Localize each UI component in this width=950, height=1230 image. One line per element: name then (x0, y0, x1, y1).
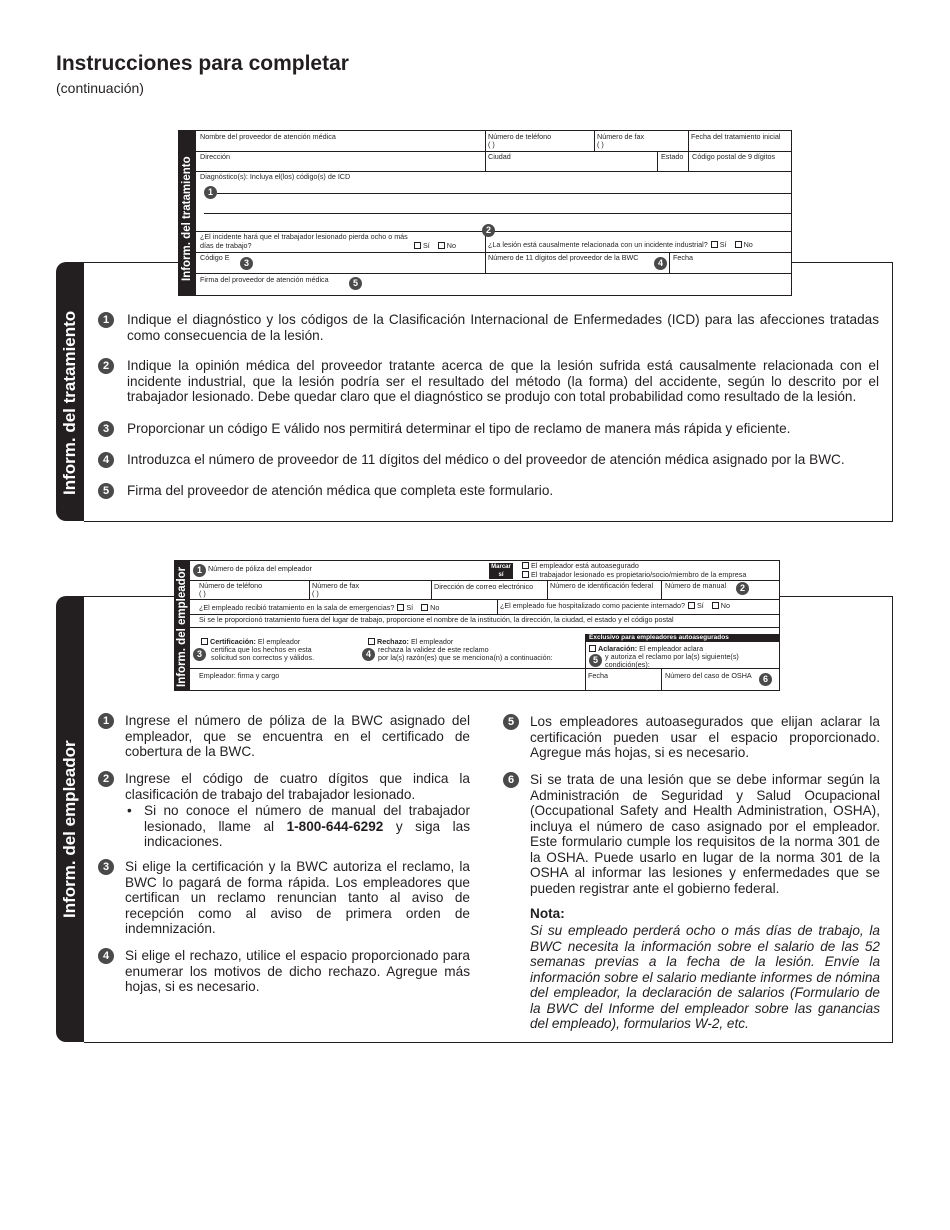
form-badge-4: 4 (654, 257, 667, 270)
treatment-item-1-text: Indique el diagnóstico y los códigos de la Clasificación Internacional de Enfermedades (ICD) para las afecciones tratadas como consecuencia de la lesión. (127, 312, 879, 343)
date-label: Fecha (673, 253, 693, 262)
bullet-dot: • (127, 803, 132, 818)
employer-form-badge-3: 3 (193, 648, 206, 661)
treatment-item-4-number: 4 (98, 452, 114, 468)
employer-item-6-text: Si se trata de una lesión que se debe informar según la Administración de Seguridad y Salud Ocupacional (Occupational Safety and Health Administration, OSHA), incluya el número de caso asignado por el empleador. Este formulario cumple los requisitos de la norma 301 de la OSHA. Puede usarlo en lugar de la norma 301 de la OSHA al informar las lesiones y enfermedades que se pueden registrar ante el gobierno federal. (530, 772, 880, 896)
employer-item-1-text: Ingrese el número de póliza de la BWC asignado del empleador, que se encuentra en el certificado de cobertura de la BWC. (125, 713, 470, 759)
employer-form-badge-6: 6 (759, 673, 772, 686)
marcar-label: Marcar sí (489, 563, 513, 579)
certification-text-2: certifica que los hechos en esta (211, 645, 312, 654)
clarification-option: Aclaración: El empleador aclara (589, 645, 703, 653)
treatment-item-3-number: 3 (98, 421, 114, 437)
employer-item-2-number: 2 (98, 771, 114, 787)
fax-label: Número de fax (597, 132, 645, 141)
employer-item-2-text: Ingrese el código de cuatro dígitos que indica la clasificación de trabajo del trabajador lesionado. (125, 771, 470, 802)
treatment-item-2-number: 2 (98, 358, 114, 374)
page-subtitle: (continuación) (56, 80, 144, 96)
manual-help-text: Si no conoce el número de manual del trabajador lesionado, llame al 1-800-644-6292 y siga las indicaciones. (144, 803, 470, 849)
treatment-form-tab-label: Inform. del tratamiento (181, 156, 193, 281)
policy-label: Número de póliza del empleador (208, 564, 312, 573)
employer-item-5-number: 5 (503, 714, 519, 730)
treatment-item-5-text: Firma del proveedor de atención médica que completa este formulario. (127, 483, 554, 498)
lost-days-question-2: días de trabajo? (200, 241, 252, 250)
treatment-item-2-text: Indique la opinión médica del proveedor tratante acerca de que la lesión sufrida está causalmente relacionada con el incidente industrial, que la lesión podría ser el resultado del método (la forma) del accidente, según lo descrito por el trabajador lesionado. Debe quedar claro que el diagnóstico se produjo con total probabilidad como resultado de la lesión. (127, 358, 879, 404)
owner-option: El trabajador lesionado es propietario/socio/miembro de la empresa (519, 571, 746, 579)
certification-option: Certificación: El empleador (201, 638, 300, 646)
fein-label: Número de identificación federal (550, 581, 654, 590)
clarification-checkbox[interactable] (589, 645, 596, 652)
causal-no-checkbox[interactable] (735, 241, 742, 248)
treatment-section-label: Inform. del tratamiento (60, 310, 79, 495)
employer-item-3-text: Si elige la certificación y la BWC autoriza el reclamo, la BWC lo pagará de forma rápida. Los empleadores que certifican un reclamo renuncian tanto al aviso de recepción como al aviso de primera orden de indemnización. (125, 859, 470, 936)
email-label: Dirección de correo electrónico (434, 582, 534, 591)
fax-paren: ( ) (597, 140, 604, 149)
er-no-checkbox[interactable] (421, 604, 428, 611)
employer-form-badge-5: 5 (589, 654, 602, 667)
rejection-option: Rechazo: El empleador (365, 638, 453, 646)
owner-checkbox[interactable] (522, 571, 529, 578)
employer-item-4-number: 4 (98, 948, 114, 964)
employer-fax-paren: ( ) (312, 589, 319, 598)
treatment-item-1-number: 1 (98, 312, 114, 328)
self-insured-header: Exclusivo para empleadores autoasegurados (585, 634, 779, 642)
employer-phone-paren: ( ) (199, 589, 206, 598)
self-insured-checkbox[interactable] (522, 562, 529, 569)
zip-label: Código postal de 9 dígitos (692, 152, 776, 161)
diagnosis-label: Diagnóstico(s): Incluya el(los) código(s) de ICD (200, 172, 351, 181)
employer-section-label: Inform. del empleador (60, 740, 79, 918)
hosp-yes-checkbox[interactable] (688, 602, 695, 609)
rejection-checkbox[interactable] (368, 638, 375, 645)
employer-date-label: Fecha (588, 671, 608, 680)
employer-item-1-number: 1 (98, 713, 114, 729)
employer-form-badge-2: 2 (736, 582, 749, 595)
nota-text: Si su empleado perderá ocho o más días de trabajo, la BWC necesita la información sobre el salario de las 52 semanas previas a la fecha de la lesión. Envíe la información sobre el salario mediante informes de nómina del empleador, la declaración de salarios (Formulario de la BWC del Informe del empleador sobre las ganancias del empleado), formularios W-2, etc. (530, 923, 880, 1031)
form-badge-5: 5 (349, 277, 362, 290)
city-label: Ciudad (488, 152, 511, 161)
rejection-text-3: por la(s) razón(es) que se menciona(n) a continuación: (378, 653, 553, 662)
rejection-text-2: rechaza la validez de este reclamo (378, 645, 489, 654)
treatment-form (178, 130, 792, 296)
employer-form-badge-4: 4 (362, 648, 375, 661)
no-checkbox[interactable] (438, 242, 445, 249)
lost-days-question: ¿El incidente hará que el trabajador lesionado pierda ocho o más (200, 232, 408, 241)
causal-yes-checkbox[interactable] (711, 241, 718, 248)
employer-signature-label: Empleador: firma y cargo (199, 671, 280, 680)
osha-label: Número del caso de OSHA (665, 671, 752, 680)
phone-paren: ( ) (488, 140, 495, 149)
er-question: ¿El empleado recibió tratamiento en la sala de emergencias? Sí No (199, 603, 440, 612)
employer-form-badge-1: 1 (193, 564, 206, 577)
lost-days-checkboxes: Sí No (411, 242, 456, 250)
employer-form-tab-label: Inform. del empleador (176, 566, 188, 687)
address-label: Dirección (200, 152, 230, 161)
employer-fax-label: Número de fax (312, 581, 360, 590)
help-phone-number[interactable]: 1-800-644-6292 (286, 818, 384, 834)
treatment-item-5-number: 5 (98, 483, 114, 499)
signature-label: Firma del proveedor de atención médica (200, 275, 329, 284)
ecode-label: Código E (200, 253, 230, 262)
employer-phone-label: Número de teléfono (199, 581, 263, 590)
causal-question: ¿La lesión está causalmente relacionada con un incidente industrial? Sí No (488, 240, 753, 249)
employer-form (174, 560, 780, 691)
treatment-item-3-text: Proporcionar un código E válido nos permitirá determinar el tipo de reclamo de manera más rápida y eficiente. (127, 421, 791, 436)
treatment-item-4-text: Introduzca el número de proveedor de 11 dígitos del médico o del proveedor de atención médica asignado por la BWC. (127, 452, 845, 467)
provider-name-label: Nombre del proveedor de atención médica (200, 132, 336, 141)
manual-label: Número de manual (665, 581, 727, 590)
phone-label: Número de teléfono (488, 132, 552, 141)
hosp-no-checkbox[interactable] (712, 602, 719, 609)
clarification-text-3: condición(es): (605, 660, 650, 669)
certification-checkbox[interactable] (201, 638, 208, 645)
self-insured-option: El empleador está autoasegurado (519, 562, 639, 570)
clarification-text-2: y autoriza el reclamo por la(s) siguiente(s) (605, 652, 739, 661)
form-badge-1: 1 (204, 186, 217, 199)
nota-title: Nota: (530, 906, 565, 921)
er-yes-checkbox[interactable] (397, 604, 404, 611)
employer-item-4-text: Si elige el rechazo, utilice el espacio proporcionado para enumerar los motivos de dicho rechazo. Agregue más hojas, si es necesario. (125, 948, 470, 994)
hosp-question: ¿El empleado fue hospitalizado como paciente internado? Sí No (500, 601, 730, 610)
bwc-provider-label: Número de 11 dígitos del proveedor de la BWC (488, 253, 639, 262)
offsite-label: Si se le proporcionó tratamiento fuera del lugar de trabajo, proporcione el nombre de la institución, la dirección, la ciudad, el estado y el código postal (199, 615, 674, 624)
employer-item-3-number: 3 (98, 859, 114, 875)
page-title: Instrucciones para completar (56, 52, 349, 75)
employer-item-6-number: 6 (503, 772, 519, 788)
initial-date-label: Fecha del tratamiento inicial (691, 132, 781, 141)
yes-checkbox[interactable] (414, 242, 421, 249)
certification-text-3: solicitud son correctos y válidos. (211, 653, 315, 662)
form-badge-3: 3 (240, 257, 253, 270)
form-badge-2: 2 (482, 224, 495, 237)
employer-item-5-text: Los empleadores autoasegurados que elijan aclarar la certificación pueden usar el espacio proporcionado. Agregue más hojas, si es necesario. (530, 714, 880, 760)
state-label: Estado (661, 152, 684, 161)
